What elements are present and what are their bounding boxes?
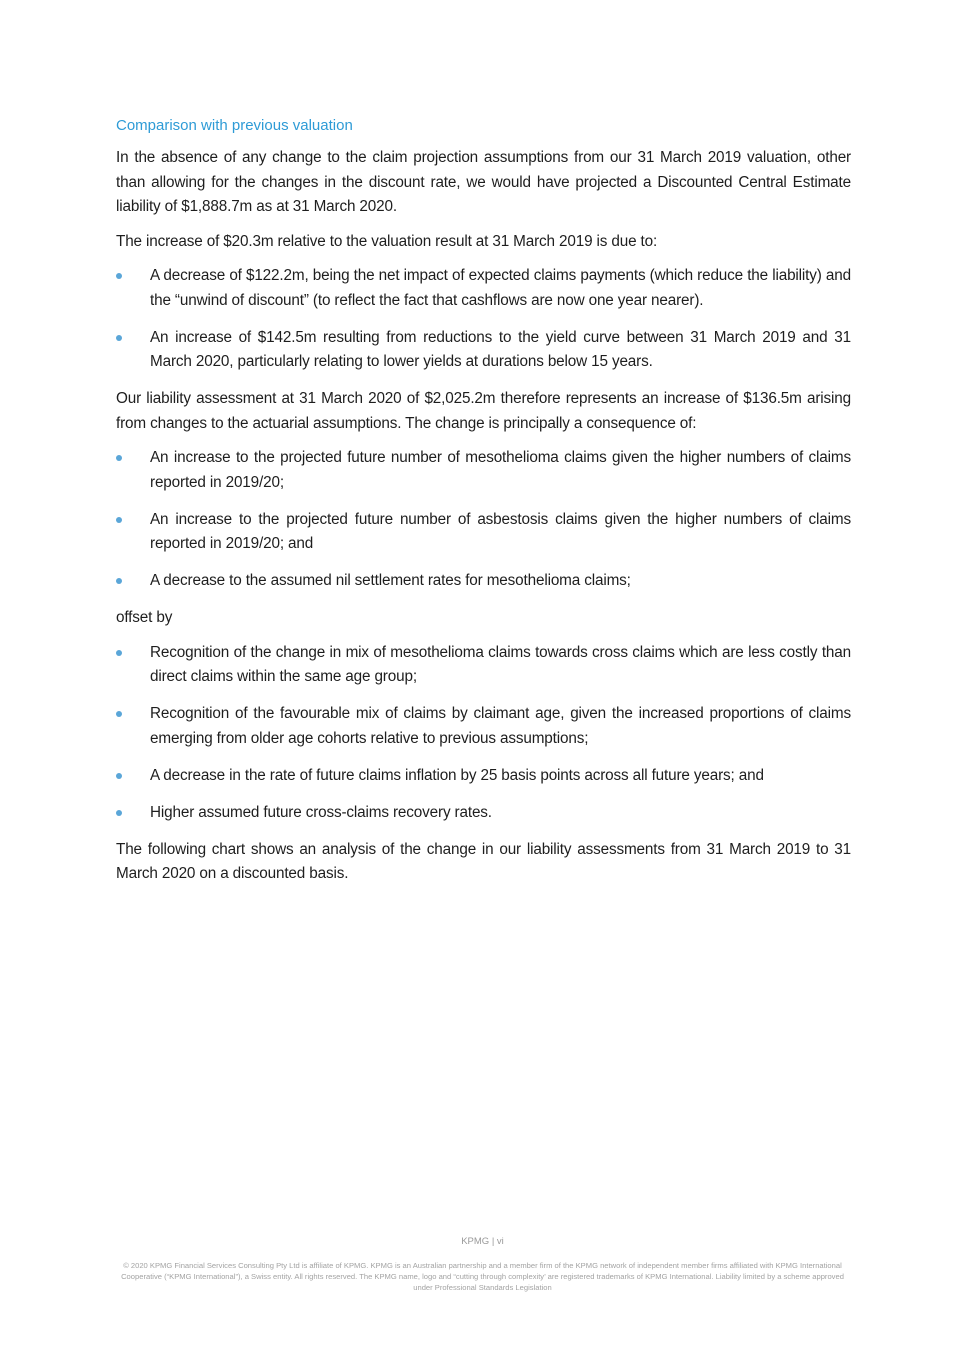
list-item [116, 702, 851, 751]
bullet-icon [116, 711, 122, 717]
list-item-text: Recognition of the favourable mix of claims by claimant age, given the increased proportions of claims emerging from older age cohorts relative to previous assumptions; [150, 705, 851, 747]
bullet-icon [116, 517, 122, 523]
list-item [116, 326, 851, 375]
list-item [116, 641, 851, 690]
bullet-list [116, 641, 851, 826]
bullet-icon [116, 273, 122, 279]
paragraph: In the absence of any change to the claim projection assumptions from our 31 March 2019 valuation, other than allowing for the changes in the discount rate, we would have projected a Discounted Central Estimate liability of $1,888.7m as at 31 March 2020. [116, 149, 851, 215]
paragraph: The following chart shows an analysis of the change in our liability assessments from 31 March 2019 to 31 March 2020 on a discounted basis. [116, 840, 851, 882]
list-item-text: Recognition of the change in mix of mesothelioma claims towards cross claims which are less costly than direct claims within the same age group; [150, 643, 851, 685]
bullet-icon [116, 810, 122, 816]
list-item [116, 446, 851, 495]
paragraph: Our liability assessment at 31 March 2020 of $2,025.2m therefore represents an increase of $136.5m arising from changes to the actuarial assumptions. The change is principally a consequence of: [116, 390, 851, 432]
list-item-text: A decrease of $122.2m, being the net impact of expected claims payments (which reduce the liability) and the “unwind of discount” (to reflect the fact that cashflows are now one year nearer). [150, 267, 851, 309]
paragraph: The increase of $20.3m relative to the valuation result at 31 March 2019 is due to: [116, 232, 658, 250]
bullet-icon [116, 773, 122, 779]
bullet-list [116, 264, 851, 375]
document-body [116, 116, 851, 897]
footer-legal-text: © 2020 KPMG Financial Services Consulting Pty Ltd is affiliate of KPMG. KPMG is an Australian partnership and a member firm of the KPMG network of independent member firms affiliated with KPMG International Cooperative (“KPMG International”), a Swiss entity. All rights reserved. The KPMG name, logo and “cutting through complexity’ are registered trademarks of KPMG International. Liability limited by a scheme approved under Professional Standards Legislation [121, 1261, 844, 1292]
list-item-text: A decrease in the rate of future claims inflation by 25 basis points across all future years; and [150, 766, 764, 784]
bullet-icon [116, 578, 122, 584]
bullet-icon [116, 335, 122, 341]
bullet-list [116, 446, 851, 594]
list-item [116, 764, 851, 789]
section-heading: Comparison with previous valuation [116, 117, 353, 134]
offset-label: offset by [116, 609, 173, 626]
list-item-text: An increase to the projected future number of mesothelioma claims given the higher numbers of claims reported in 2019/20; [150, 449, 851, 491]
list-item [116, 264, 851, 313]
list-item-text: A decrease to the assumed nil settlement rates for mesothelioma claims; [150, 572, 631, 589]
list-item-text: An increase of $142.5m resulting from reductions to the yield curve between 31 March 2019 and 31 March 2020, particularly relating to lower yields at durations below 15 years. [150, 328, 851, 370]
bullet-icon [116, 650, 122, 656]
list-item-text: Higher assumed future cross-claims recovery rates. [150, 803, 492, 821]
footer-page-number: KPMG | vi [461, 1236, 504, 1247]
bullet-icon [116, 455, 122, 461]
list-item [116, 508, 851, 557]
list-item [116, 801, 851, 826]
list-item-text: An increase to the projected future number of asbestosis claims given the higher numbers of claims reported in 2019/20; and [150, 510, 851, 552]
list-item [116, 569, 851, 594]
